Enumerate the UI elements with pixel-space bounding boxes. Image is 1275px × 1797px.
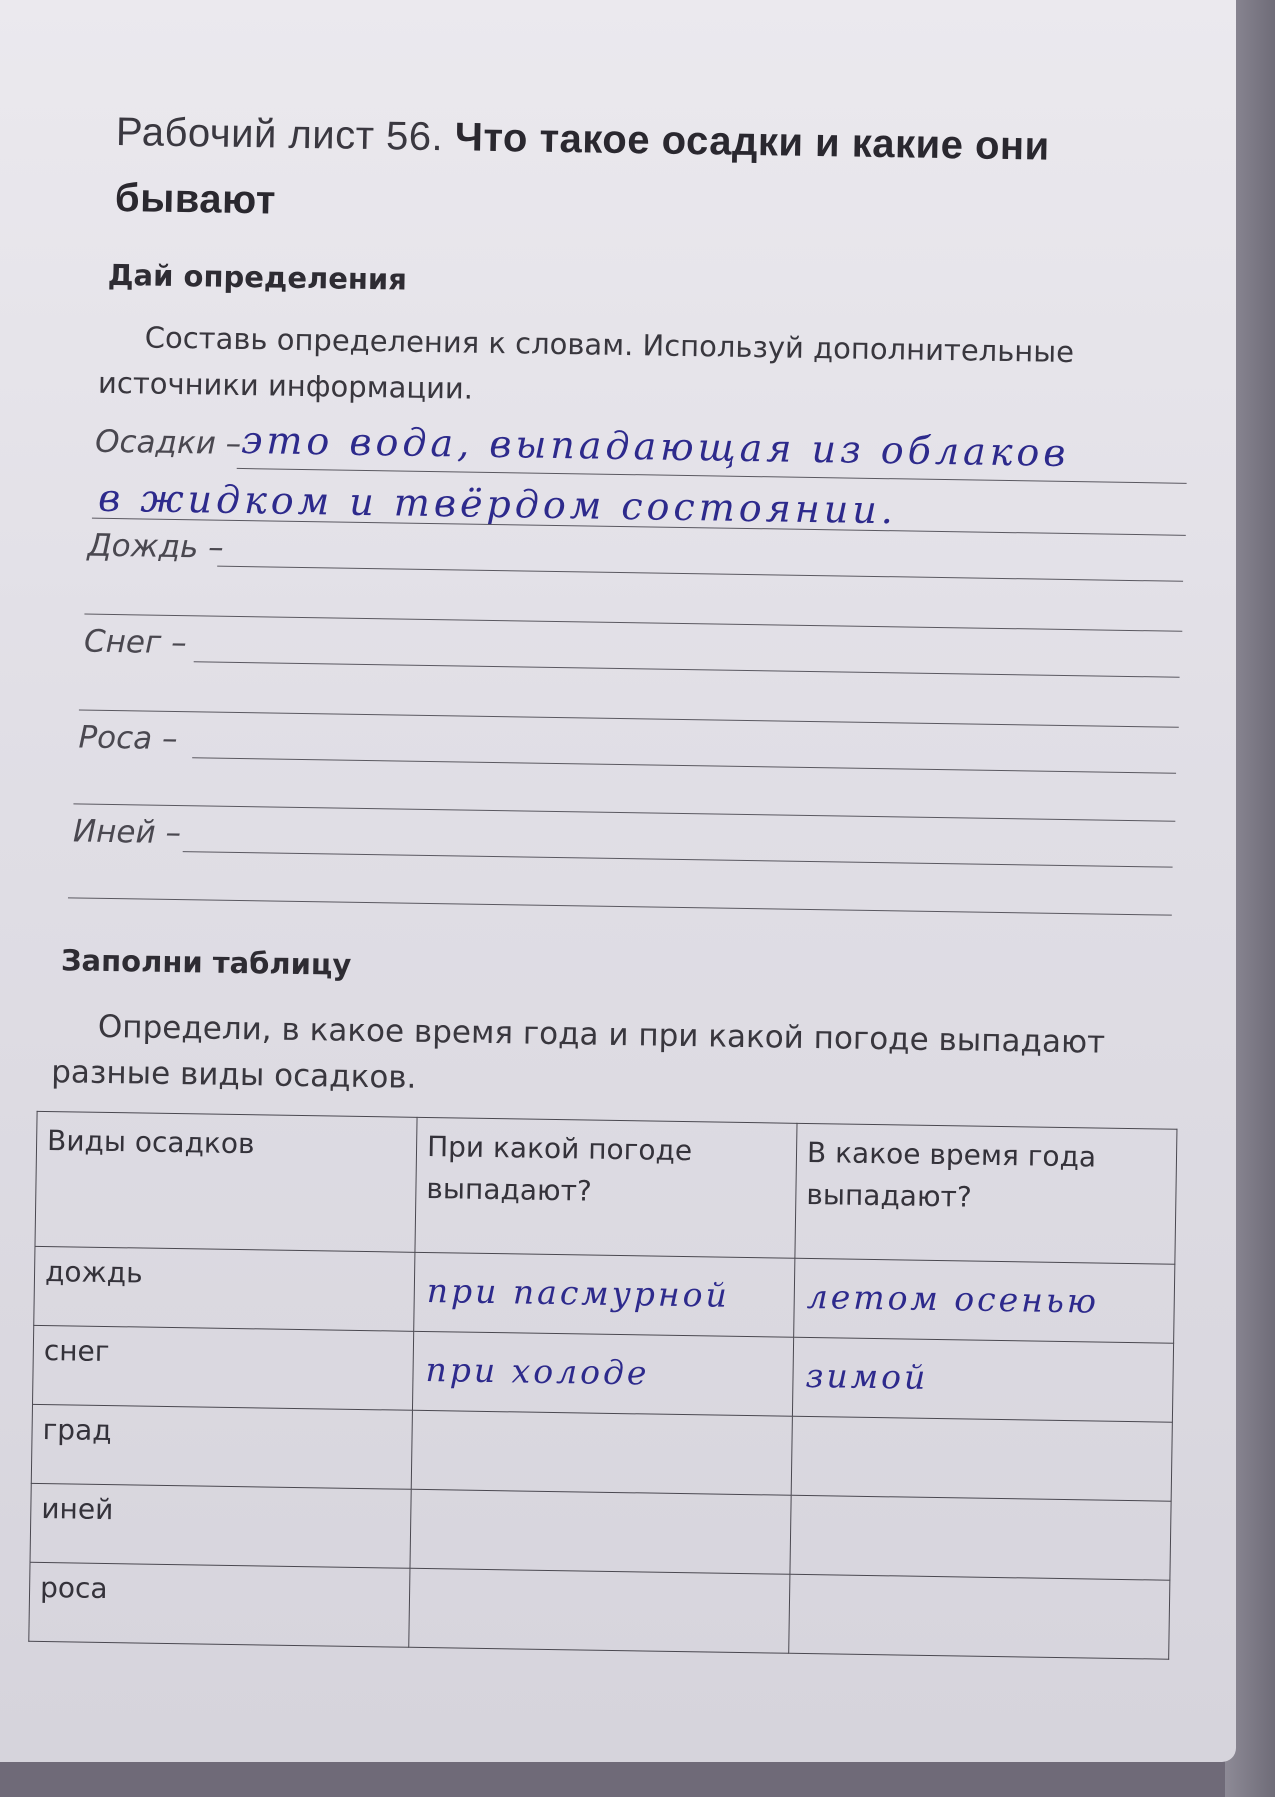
weather-cell[interactable] [410, 1489, 791, 1574]
term-dozhd: Дождь – [87, 527, 224, 566]
worksheet-number: Рабочий лист 56. [115, 109, 444, 160]
table-instruction-line1: Определи, в какое время года и при какой погоде выпадают [97, 1008, 1106, 1061]
term-sneg: Снег – [83, 623, 187, 662]
weather-cell[interactable] [412, 1331, 793, 1416]
weather-cell[interactable] [414, 1252, 795, 1337]
table-header-row [35, 1111, 1177, 1264]
worksheet-title-line2 [115, 176, 277, 224]
season-answer: летом осенью [806, 1276, 1100, 1321]
table-row [29, 1562, 1170, 1659]
precipitation-kind: град [31, 1404, 412, 1489]
answer-osadki-line1: это вода, выпадающая из облаков [240, 417, 1070, 476]
answer-line [68, 897, 1172, 915]
term-rosa: Роса – [78, 719, 178, 758]
weather-answer: при холоде [425, 1350, 650, 1393]
answer-line [192, 757, 1176, 773]
answer-line [194, 661, 1180, 677]
season-answer: зимой [805, 1355, 929, 1397]
answer-line [217, 566, 1183, 582]
worksheet-title-line1 [116, 110, 1050, 170]
season-cell[interactable] [791, 1416, 1172, 1501]
answer-line [183, 851, 1173, 868]
column-header-kinds: Виды осадков [35, 1111, 417, 1252]
section-heading-table: Заполни таблицу [60, 943, 352, 982]
column-header-season: В какое время года выпадают? [795, 1123, 1177, 1264]
column-header-weather: При какой погоде выпадают? [415, 1117, 797, 1258]
season-cell[interactable] [790, 1495, 1171, 1580]
answer-osadki-line2: в жидком и твёрдом состоянии. [97, 475, 898, 533]
answer-line [79, 709, 1179, 727]
definitions-instruction-line1: Составь определения к словам. Используй дополнительные [144, 320, 1075, 370]
answer-line [73, 803, 1175, 821]
definitions-instruction-line2: источники информации. [97, 365, 474, 406]
precipitation-kind: дождь [34, 1246, 415, 1331]
worksheet-title: Что такое осадки и какие они [454, 115, 1051, 169]
precipitation-kind: иней [30, 1483, 411, 1568]
weather-cell[interactable] [409, 1568, 790, 1653]
worksheet-title-continued: бывают [114, 175, 277, 223]
season-cell[interactable] [792, 1337, 1173, 1422]
weather-cell[interactable] [411, 1410, 792, 1495]
term-iney: Иней – [72, 813, 182, 852]
weather-answer: при пасмурной [426, 1271, 731, 1315]
precipitation-kind: роса [29, 1562, 410, 1647]
precipitation-table [28, 1111, 1177, 1660]
answer-line [84, 614, 1182, 632]
season-cell[interactable] [794, 1258, 1175, 1343]
section-heading-definitions: Дай определения [107, 257, 408, 297]
term-osadki: Осадки – [94, 423, 242, 462]
precipitation-kind: снег [33, 1325, 414, 1410]
season-cell[interactable] [789, 1574, 1170, 1659]
table-instruction-line2: разные виды осадков. [50, 1054, 417, 1096]
